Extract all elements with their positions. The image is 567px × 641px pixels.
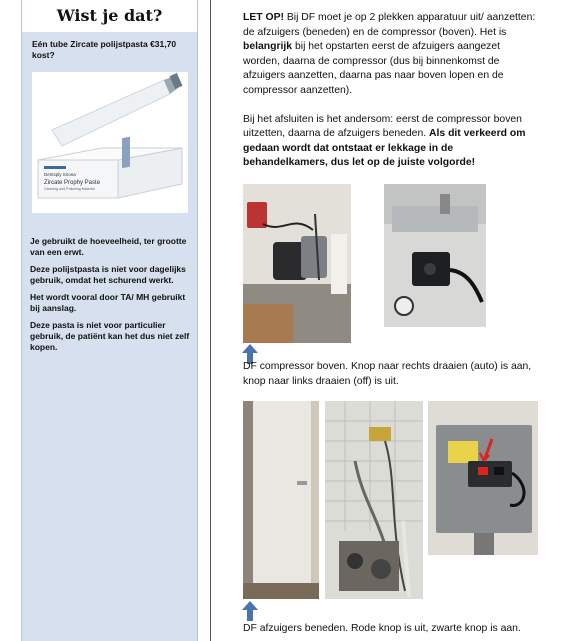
shutdown-emphasis: Als dit verkeerd om gedaan wordt dat ontstaat er lekkage in de behandelkamers, dus let op de juiste volgorde! [243,128,526,169]
product-name: Zircate Prophy Paste [44,180,101,186]
sidebar [21,0,198,641]
warning-text-a: Bij DF moet je op 2 plekken apparatuur uit/ aanzetten: de afzuigers (beneden) en de compressor (boven). Het is [243,12,536,38]
product-subtitle: Cleaning and Polishing Material [44,187,95,191]
sidebar-question: Eén tube Zircate polijstpasta €31,70 kost? [32,39,177,60]
sidebar-title: Wist je dat? [22,0,197,32]
caption-suction: DF afzuigers beneden. Rode knop is uit, zwarte knop is aan. [243,623,521,634]
photo-suction-pumps [325,401,423,599]
fact-item: Deze polijstpasta is niet voor dagelijks gebruik, omdat het schurend werkt. [30,264,186,285]
column-divider [210,0,211,641]
photo-compressor-room [243,184,351,343]
photo-compressor-switch [384,184,486,327]
photo-door [243,401,319,599]
red-button [478,467,488,475]
fact-item: Deze pasta is niet voor particulier gebruik, de patiënt kan het dus niet zelf kopen. [30,320,190,352]
caption-compressor: DF compressor boven. Knop naar rechts draaien (auto) is aan, knop naar links draaien (off) is uit. [243,361,532,387]
paragraph-shutdown [243,113,539,171]
paragraph-warning [243,11,539,99]
warning-text-b: bij het opstarten eerst de afzuigers aangezet worden, daarna de compressor (dus bij binnenkomst de afzuigers aanzetten, daarna pas naar boven lopen en de compressor aanzetten). [243,41,504,96]
shutdown-text: Bij het afsluiten is het andersom: eerst de compressor boven uitzetten, daarna de afzuigers beneden. [243,113,522,140]
product-image [32,72,188,213]
warning-lead: LET OP! [243,12,284,23]
fact-item: Het wordt vooral door TA/ MH gebruikt bij aanslag. [30,292,186,313]
warning-emphasis: belangrijk [243,41,293,53]
main-text [243,11,539,171]
black-button [494,467,504,475]
facts-list [30,236,190,359]
photo-switch-box [428,401,538,555]
arrow-up-icon [242,601,258,621]
fact-item: Je gebruikt de hoeveelheid, ter grootte van een erwt. [30,236,187,257]
product-brand: Dentsply Sirona [44,172,76,177]
